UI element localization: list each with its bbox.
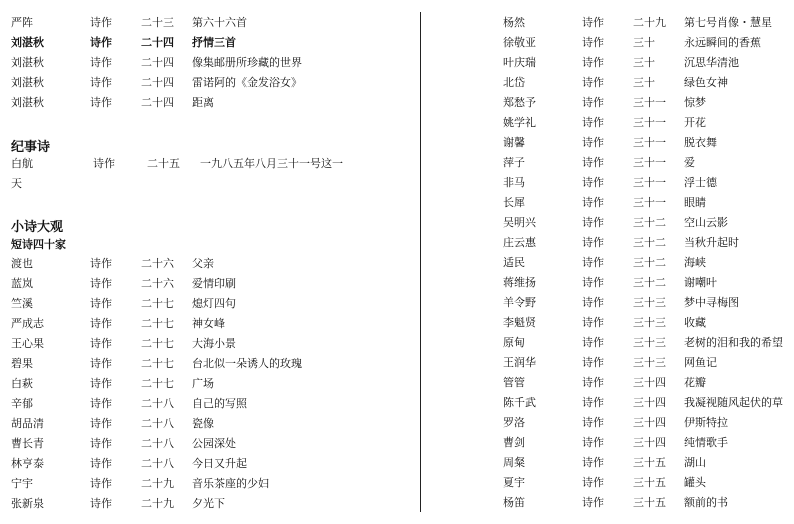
row-type: 诗作 xyxy=(90,377,112,390)
row-author: 张新泉 xyxy=(11,497,44,510)
row-page: 二十七 xyxy=(141,337,174,350)
row-page: 三十五 xyxy=(633,496,666,509)
row-page: 二十七 xyxy=(141,357,174,370)
row-type: 诗作 xyxy=(90,257,112,270)
row-page: 三十 xyxy=(633,36,655,49)
row-author: 王润华 xyxy=(503,356,536,369)
row-author: 羊令野 xyxy=(503,296,536,309)
row-title: 台北似一朵诱人的玫瑰 xyxy=(192,357,302,370)
row-title: 谢嘲叶 xyxy=(684,276,717,289)
row-type: 诗作 xyxy=(582,496,604,509)
row-title: 眼睛 xyxy=(684,196,706,209)
row-author: 原甸 xyxy=(503,336,525,349)
row-author: 辛郁 xyxy=(11,397,33,410)
row-author: 北岱 xyxy=(503,76,525,89)
row-author: 刘湛秋 xyxy=(11,76,44,89)
row-title: 梦中寻梅图 xyxy=(684,296,739,309)
row-type: 诗作 xyxy=(582,176,604,189)
row-page: 三十五 xyxy=(633,476,666,489)
row-title-continued: 天 xyxy=(11,177,22,190)
row-type: 诗作 xyxy=(582,256,604,269)
row-type: 诗作 xyxy=(582,416,604,429)
row-type: 诗作 xyxy=(90,397,112,410)
row-page: 二十九 xyxy=(141,497,174,510)
row-page: 二十八 xyxy=(141,397,174,410)
row-type: 诗作 xyxy=(582,396,604,409)
row-page: 三十一 xyxy=(633,156,666,169)
row-page: 三十四 xyxy=(633,436,666,449)
row-page: 二十九 xyxy=(633,16,666,29)
row-title: 老树的泪和我的希望 xyxy=(684,336,783,349)
row-page: 二十七 xyxy=(141,317,174,330)
row-type: 诗作 xyxy=(90,56,112,69)
row-title: 网鱼记 xyxy=(684,356,717,369)
row-author: 林亨泰 xyxy=(11,457,44,470)
row-page: 三十三 xyxy=(633,316,666,329)
row-type: 诗作 xyxy=(90,76,112,89)
row-title: 夕光下 xyxy=(192,497,225,510)
row-page: 三十一 xyxy=(633,196,666,209)
row-type: 诗作 xyxy=(90,497,112,510)
row-author: 罗洛 xyxy=(503,416,525,429)
row-type: 诗作 xyxy=(582,196,604,209)
row-author: 谢馨 xyxy=(503,136,525,149)
row-author: 碧果 xyxy=(11,357,33,370)
row-author: 周粲 xyxy=(503,456,525,469)
row-page: 二十四 xyxy=(141,96,174,109)
row-page: 三十 xyxy=(633,56,655,69)
row-author: 庄云惠 xyxy=(503,236,536,249)
row-title: 像集邮册所珍藏的世界 xyxy=(192,56,302,69)
row-author: 萍子 xyxy=(503,156,525,169)
row-author: 非马 xyxy=(503,176,525,189)
row-page: 三十三 xyxy=(633,356,666,369)
row-page: 二十五 xyxy=(147,157,180,170)
row-author: 适民 xyxy=(503,256,525,269)
row-title: 罐头 xyxy=(684,476,706,489)
row-page: 二十六 xyxy=(141,257,174,270)
row-author: 杨笛 xyxy=(503,496,525,509)
row-title: 开花 xyxy=(684,116,706,129)
row-title: 广场 xyxy=(192,377,214,390)
row-author: 渡也 xyxy=(11,257,33,270)
row-author: 曹长青 xyxy=(11,437,44,450)
row-page: 三十一 xyxy=(633,176,666,189)
row-type: 诗作 xyxy=(582,236,604,249)
row-page: 三十二 xyxy=(633,216,666,229)
row-author: 杨然 xyxy=(503,16,525,29)
row-type: 诗作 xyxy=(90,457,112,470)
row-title: 惊梦 xyxy=(684,96,706,109)
row-title: 伊斯特拉 xyxy=(684,416,728,429)
row-title: 空山云影 xyxy=(684,216,728,229)
row-type: 诗作 xyxy=(90,477,112,490)
row-type: 诗作 xyxy=(582,296,604,309)
row-page: 二十七 xyxy=(141,377,174,390)
row-title: 第七号肖像・慧星 xyxy=(684,16,772,29)
row-type: 诗作 xyxy=(582,336,604,349)
row-page: 三十二 xyxy=(633,236,666,249)
row-author: 姚学礼 xyxy=(503,116,536,129)
row-title: 湖山 xyxy=(684,456,706,469)
row-author: 曹剑 xyxy=(503,436,525,449)
row-type: 诗作 xyxy=(90,417,112,430)
row-title: 一九八五年八月三十一号这一 xyxy=(200,157,343,170)
row-type: 诗作 xyxy=(90,437,112,450)
row-type: 诗作 xyxy=(90,317,112,330)
row-author: 白航 xyxy=(11,157,33,170)
row-page: 三十四 xyxy=(633,376,666,389)
row-type: 诗作 xyxy=(582,316,604,329)
row-author: 胡品清 xyxy=(11,417,44,430)
row-title: 抒情三首 xyxy=(192,36,236,49)
row-type: 诗作 xyxy=(582,436,604,449)
row-type: 诗作 xyxy=(582,96,604,109)
row-page: 二十九 xyxy=(141,477,174,490)
row-page: 三十 xyxy=(633,76,655,89)
row-page: 二十三 xyxy=(141,16,174,29)
row-title: 我凝视随风起伏的草 xyxy=(684,396,783,409)
row-type: 诗作 xyxy=(582,356,604,369)
row-type: 诗作 xyxy=(582,476,604,489)
row-title: 额前的书 xyxy=(684,496,728,509)
row-title: 今日又升起 xyxy=(192,457,247,470)
row-author: 刘湛秋 xyxy=(11,36,44,49)
row-title: 第六十六首 xyxy=(192,16,247,29)
row-author: 郑愁予 xyxy=(503,96,536,109)
row-type: 诗作 xyxy=(582,216,604,229)
row-title: 熄灯四句 xyxy=(192,297,236,310)
row-page: 二十八 xyxy=(141,457,174,470)
row-author: 严成志 xyxy=(11,317,44,330)
row-type: 诗作 xyxy=(582,456,604,469)
row-type: 诗作 xyxy=(90,96,112,109)
row-title: 距离 xyxy=(192,96,214,109)
row-page: 三十一 xyxy=(633,96,666,109)
row-author: 陈千武 xyxy=(503,396,536,409)
row-title: 神女峰 xyxy=(192,317,225,330)
row-title: 瓷像 xyxy=(192,417,214,430)
section-subheading: 短诗四十家 xyxy=(11,238,66,251)
row-type: 诗作 xyxy=(90,337,112,350)
row-title: 海峡 xyxy=(684,256,706,269)
row-title: 父亲 xyxy=(192,257,214,270)
row-type: 诗作 xyxy=(582,136,604,149)
row-author: 吴明兴 xyxy=(503,216,536,229)
row-title: 雷诺阿的《金发浴女》 xyxy=(192,76,302,89)
row-type: 诗作 xyxy=(582,376,604,389)
row-author: 宁宇 xyxy=(11,477,33,490)
row-type: 诗作 xyxy=(582,116,604,129)
row-author: 长犀 xyxy=(503,196,525,209)
row-page: 二十八 xyxy=(141,417,174,430)
row-author: 刘湛秋 xyxy=(11,56,44,69)
row-author: 王心果 xyxy=(11,337,44,350)
row-type: 诗作 xyxy=(90,16,112,29)
row-type: 诗作 xyxy=(582,276,604,289)
row-type: 诗作 xyxy=(90,36,112,49)
row-page: 三十一 xyxy=(633,116,666,129)
row-type: 诗作 xyxy=(582,156,604,169)
row-type: 诗作 xyxy=(582,56,604,69)
row-author: 严阵 xyxy=(11,16,33,29)
section-heading-xiaoshi: 小诗大观 xyxy=(11,220,64,235)
row-type: 诗作 xyxy=(582,76,604,89)
row-author: 李魁贤 xyxy=(503,316,536,329)
row-title: 浮士德 xyxy=(684,176,717,189)
row-title: 永远瞬间的香蕉 xyxy=(684,36,761,49)
row-author: 白萩 xyxy=(11,377,33,390)
row-title: 收藏 xyxy=(684,316,706,329)
row-page: 二十八 xyxy=(141,437,174,450)
row-author: 夏宇 xyxy=(503,476,525,489)
row-type: 诗作 xyxy=(582,16,604,29)
row-title: 爱 xyxy=(684,156,695,169)
row-title: 当秋升起时 xyxy=(684,236,739,249)
row-page: 二十七 xyxy=(141,297,174,310)
row-author: 竺溪 xyxy=(11,297,33,310)
row-type: 诗作 xyxy=(93,157,115,170)
row-page: 二十四 xyxy=(141,36,174,49)
row-title: 大海小景 xyxy=(192,337,236,350)
row-author: 刘湛秋 xyxy=(11,96,44,109)
row-page: 二十四 xyxy=(141,56,174,69)
row-title: 音乐茶座的少妇 xyxy=(192,477,269,490)
row-page: 三十一 xyxy=(633,136,666,149)
row-author: 管管 xyxy=(503,376,525,389)
row-author: 蓝岚 xyxy=(11,277,33,290)
row-page: 三十三 xyxy=(633,336,666,349)
row-title: 公园深处 xyxy=(192,437,236,450)
row-author: 叶庆瑞 xyxy=(503,56,536,69)
row-page: 三十二 xyxy=(633,256,666,269)
section-heading-jishi: 纪事诗 xyxy=(11,140,51,155)
row-type: 诗作 xyxy=(90,357,112,370)
row-title: 沉思华清池 xyxy=(684,56,739,69)
row-type: 诗作 xyxy=(90,277,112,290)
row-page: 二十四 xyxy=(141,76,174,89)
column-divider xyxy=(420,12,421,512)
row-type: 诗作 xyxy=(90,297,112,310)
row-title: 自己的写照 xyxy=(192,397,247,410)
row-title: 脱衣舞 xyxy=(684,136,717,149)
row-author: 蒋维扬 xyxy=(503,276,536,289)
row-title: 花瓣 xyxy=(684,376,706,389)
row-title: 绿色女神 xyxy=(684,76,728,89)
row-type: 诗作 xyxy=(582,36,604,49)
row-page: 三十二 xyxy=(633,276,666,289)
row-title: 爱情印刷 xyxy=(192,277,236,290)
row-author: 徐敬亚 xyxy=(503,36,536,49)
row-title: 纯情歌手 xyxy=(684,436,728,449)
row-page: 二十六 xyxy=(141,277,174,290)
row-page: 三十四 xyxy=(633,416,666,429)
row-page: 三十四 xyxy=(633,396,666,409)
row-page: 三十五 xyxy=(633,456,666,469)
row-page: 三十三 xyxy=(633,296,666,309)
